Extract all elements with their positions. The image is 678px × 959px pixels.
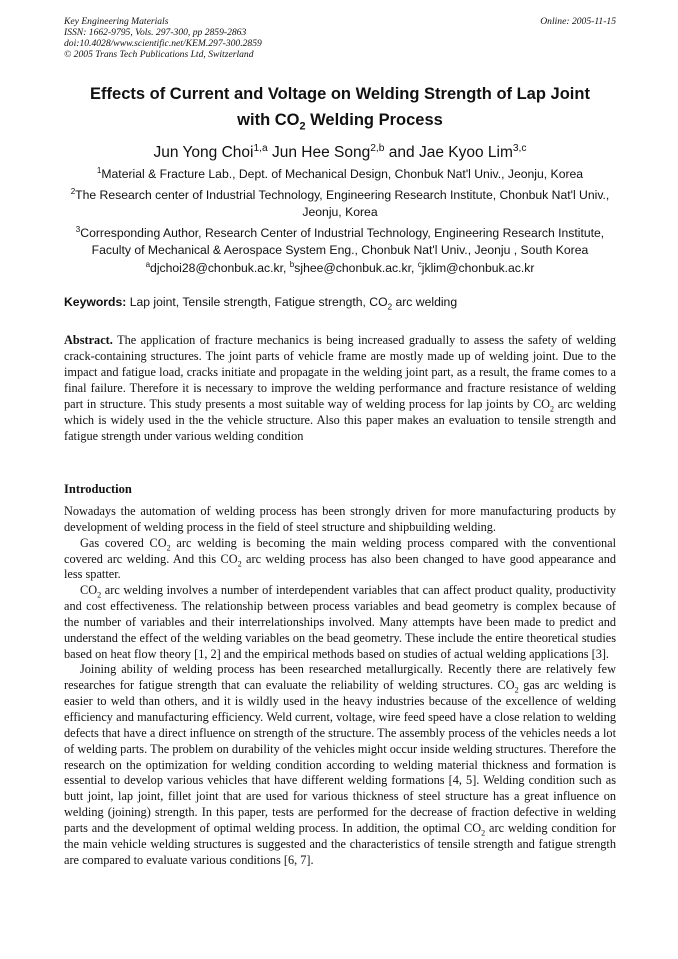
- intro-p4-sub-2: 2: [481, 828, 486, 838]
- intro-p3-a: CO: [80, 583, 98, 598]
- affiliation-2-sup: 2: [70, 186, 76, 196]
- intro-p2-b: arc welding is becoming the main welding process compared with the conventional covered arc welding. And this CO: [64, 535, 616, 566]
- introduction-body: [64, 504, 616, 868]
- paper-title: [64, 81, 616, 133]
- intro-paragraph-2: [64, 536, 616, 584]
- affiliation-1: [64, 166, 616, 183]
- abstract: [64, 332, 616, 444]
- online-date: Online: 2005-11-15: [540, 16, 616, 27]
- intro-paragraph-1: Nowadays the automation of welding process has been strongly driven for more manufacturing products by development of welding process in the field of steel structure and shipbuilding welding.: [64, 504, 616, 534]
- intro-p2-a: Gas covered CO: [80, 535, 167, 550]
- keywords-label: Keywords:: [64, 295, 127, 309]
- intro-paragraph-4: [64, 662, 616, 868]
- intro-p4-b: gas arc welding is easier to weld than others, and it is wildly used in the heavy industries because of the excellence of welding efficiency and manufacturing efficiency. Weld current, voltage, wire feed speed have a close relation to welding defects that have a direct influence on strength of the structure. The assembly process of the vehicles needs a lot of welding parts. The problem on durability of the vehicles might occur inside welding structures. Therefore the research on the optimization for welding condition according to welding material thickness and formation is essential to develop various vehicles that have different welding formations [4, 5]. Welding condition such as butt joint, lap joint, fillet joint that are used for various thickness of steel structure has a great influence on welding (joining) strength. In this paper, tests are performed for the decrease of fraction defective in welding parts and the development of optimal welding process. In addition, the optimal CO: [64, 678, 616, 835]
- affiliation-2: [64, 187, 616, 221]
- author-1-sup: 1,a: [253, 142, 268, 154]
- affiliation-3-text: Corresponding Author, Research Center of Industrial Technology, Engineering Research Institute, Faculty of Mechanical & Aerospace System Eng., Chonbuk Nat'l Univ., Jeonju , South Korea: [80, 226, 605, 257]
- intro-paragraph-3: [64, 583, 616, 662]
- author-3-name: and Jae Kyoo Lim: [384, 144, 513, 161]
- abstract-label: Abstract.: [64, 333, 113, 347]
- affiliation-3: [64, 225, 616, 259]
- author-3-sup: 3,c: [512, 142, 527, 154]
- intro-p4-c: arc welding condition for the main vehicle welding structures is suggested and the characteristics of tensile strength and fatigue strength are compared to evaluate various conditions [6, 7].: [64, 820, 616, 867]
- keywords: [64, 294, 616, 310]
- email-2-sup: b: [289, 259, 295, 269]
- keywords-text-post: arc welding: [392, 295, 458, 309]
- title-line-2-post: Welding Process: [305, 111, 443, 129]
- email-3-sup: c: [417, 259, 422, 269]
- title-line-1: Effects of Current and Voltage on Welding Strength of Lap Joint: [90, 85, 590, 103]
- journal-name: Key Engineering Materials: [64, 16, 169, 27]
- journal-header: [64, 16, 616, 60]
- email-1-sup: a: [145, 259, 151, 269]
- author-2-sup: 2,b: [370, 142, 385, 154]
- keywords-subscript: 2: [387, 302, 393, 312]
- intro-p3-sub: 2: [97, 590, 102, 600]
- author-emails: [64, 260, 616, 277]
- title-subscript: 2: [299, 120, 306, 133]
- abstract-text-pre: The application of fracture mechanics is being increased gradually to assess the safety of welding crack-containing structures. The joint parts of vehicle frame are mostly made up of welding joint. Due to the impact and fatigue load, cracks initiate and propagate in the welding joint part, as a result, the frame comes to a final failure. Therefore it is necessary to improve the welding performance and fracture resistance of welding part in structure. This study presents a most suitable way of welding process for lap joints by CO: [64, 333, 616, 411]
- intro-p4-a: Joining ability of welding process has been researched metallurgically. Recently there are relatively few researches for fatigue strength that can evaluate the reliability of welding structures. CO: [64, 662, 616, 693]
- keywords-text-pre: Lap joint, Tensile strength, Fatigue strength, CO: [126, 295, 388, 309]
- abstract-text-post: arc welding which is widely used in the the vehicle structure. Also this paper makes an evaluation to tensile strength and fatigue strength under various welding condition: [64, 397, 617, 443]
- affiliation-2-text: The Research center of Industrial Technology, Engineering Research Institute, Chonbuk Nat'l Univ., Jeonju, Korea: [75, 188, 610, 219]
- issn-line: ISSN: 1662-9795, Vols. 297-300, pp 2859-2863: [64, 27, 247, 38]
- intro-p4-sub-1: 2: [514, 685, 519, 695]
- affiliation-1-text: Material & Fracture Lab., Dept. of Mechanical Design, Chonbuk Nat'l Univ., Jeonju, Korea: [101, 167, 584, 181]
- introduction-heading: Introduction: [64, 482, 132, 496]
- doi-line: doi:10.4028/www.scientific.net/KEM.297-300.2859: [64, 38, 262, 49]
- affiliation-1-sup: 1: [96, 165, 102, 175]
- title-line-2: [64, 107, 616, 133]
- affiliation-3-sup: 3: [75, 224, 81, 234]
- intro-p2-c: arc welding process has also been changed to have good appearance and less spatter.: [64, 551, 616, 582]
- title-line-2-pre: with CO: [237, 111, 300, 129]
- author-list: [64, 143, 616, 163]
- abstract-subscript: 2: [550, 404, 555, 414]
- intro-p2-sub-2: 2: [237, 558, 242, 568]
- email-3: jklim@chonbuk.ac.kr: [421, 261, 535, 275]
- intro-p2-sub-1: 2: [166, 543, 171, 553]
- author-2-name: Jun Hee Song: [267, 144, 371, 161]
- copyright-line: © 2005 Trans Tech Publications Ltd, Switzerland: [64, 49, 254, 60]
- intro-p3-b: arc welding involves a number of interdependent variables that can affect product quality, productivity and cost effectiveness. The relationship between process variables and bead geometry is complex because of the number of variables and their interrelationships involved. Many attempts have been made to predict and understand the effect of the welding variables on the bead geometry. These include the entire theoretical studies based on heat flow theory [1, 2] and the empirical methods based on studies of actual welding applications [3].: [64, 583, 616, 661]
- author-1-name: Jun Yong Choi: [153, 144, 254, 161]
- email-1: djchoi28@chonbuk.ac.kr,: [150, 261, 290, 275]
- email-2: sjhee@chonbuk.ac.kr,: [294, 261, 418, 275]
